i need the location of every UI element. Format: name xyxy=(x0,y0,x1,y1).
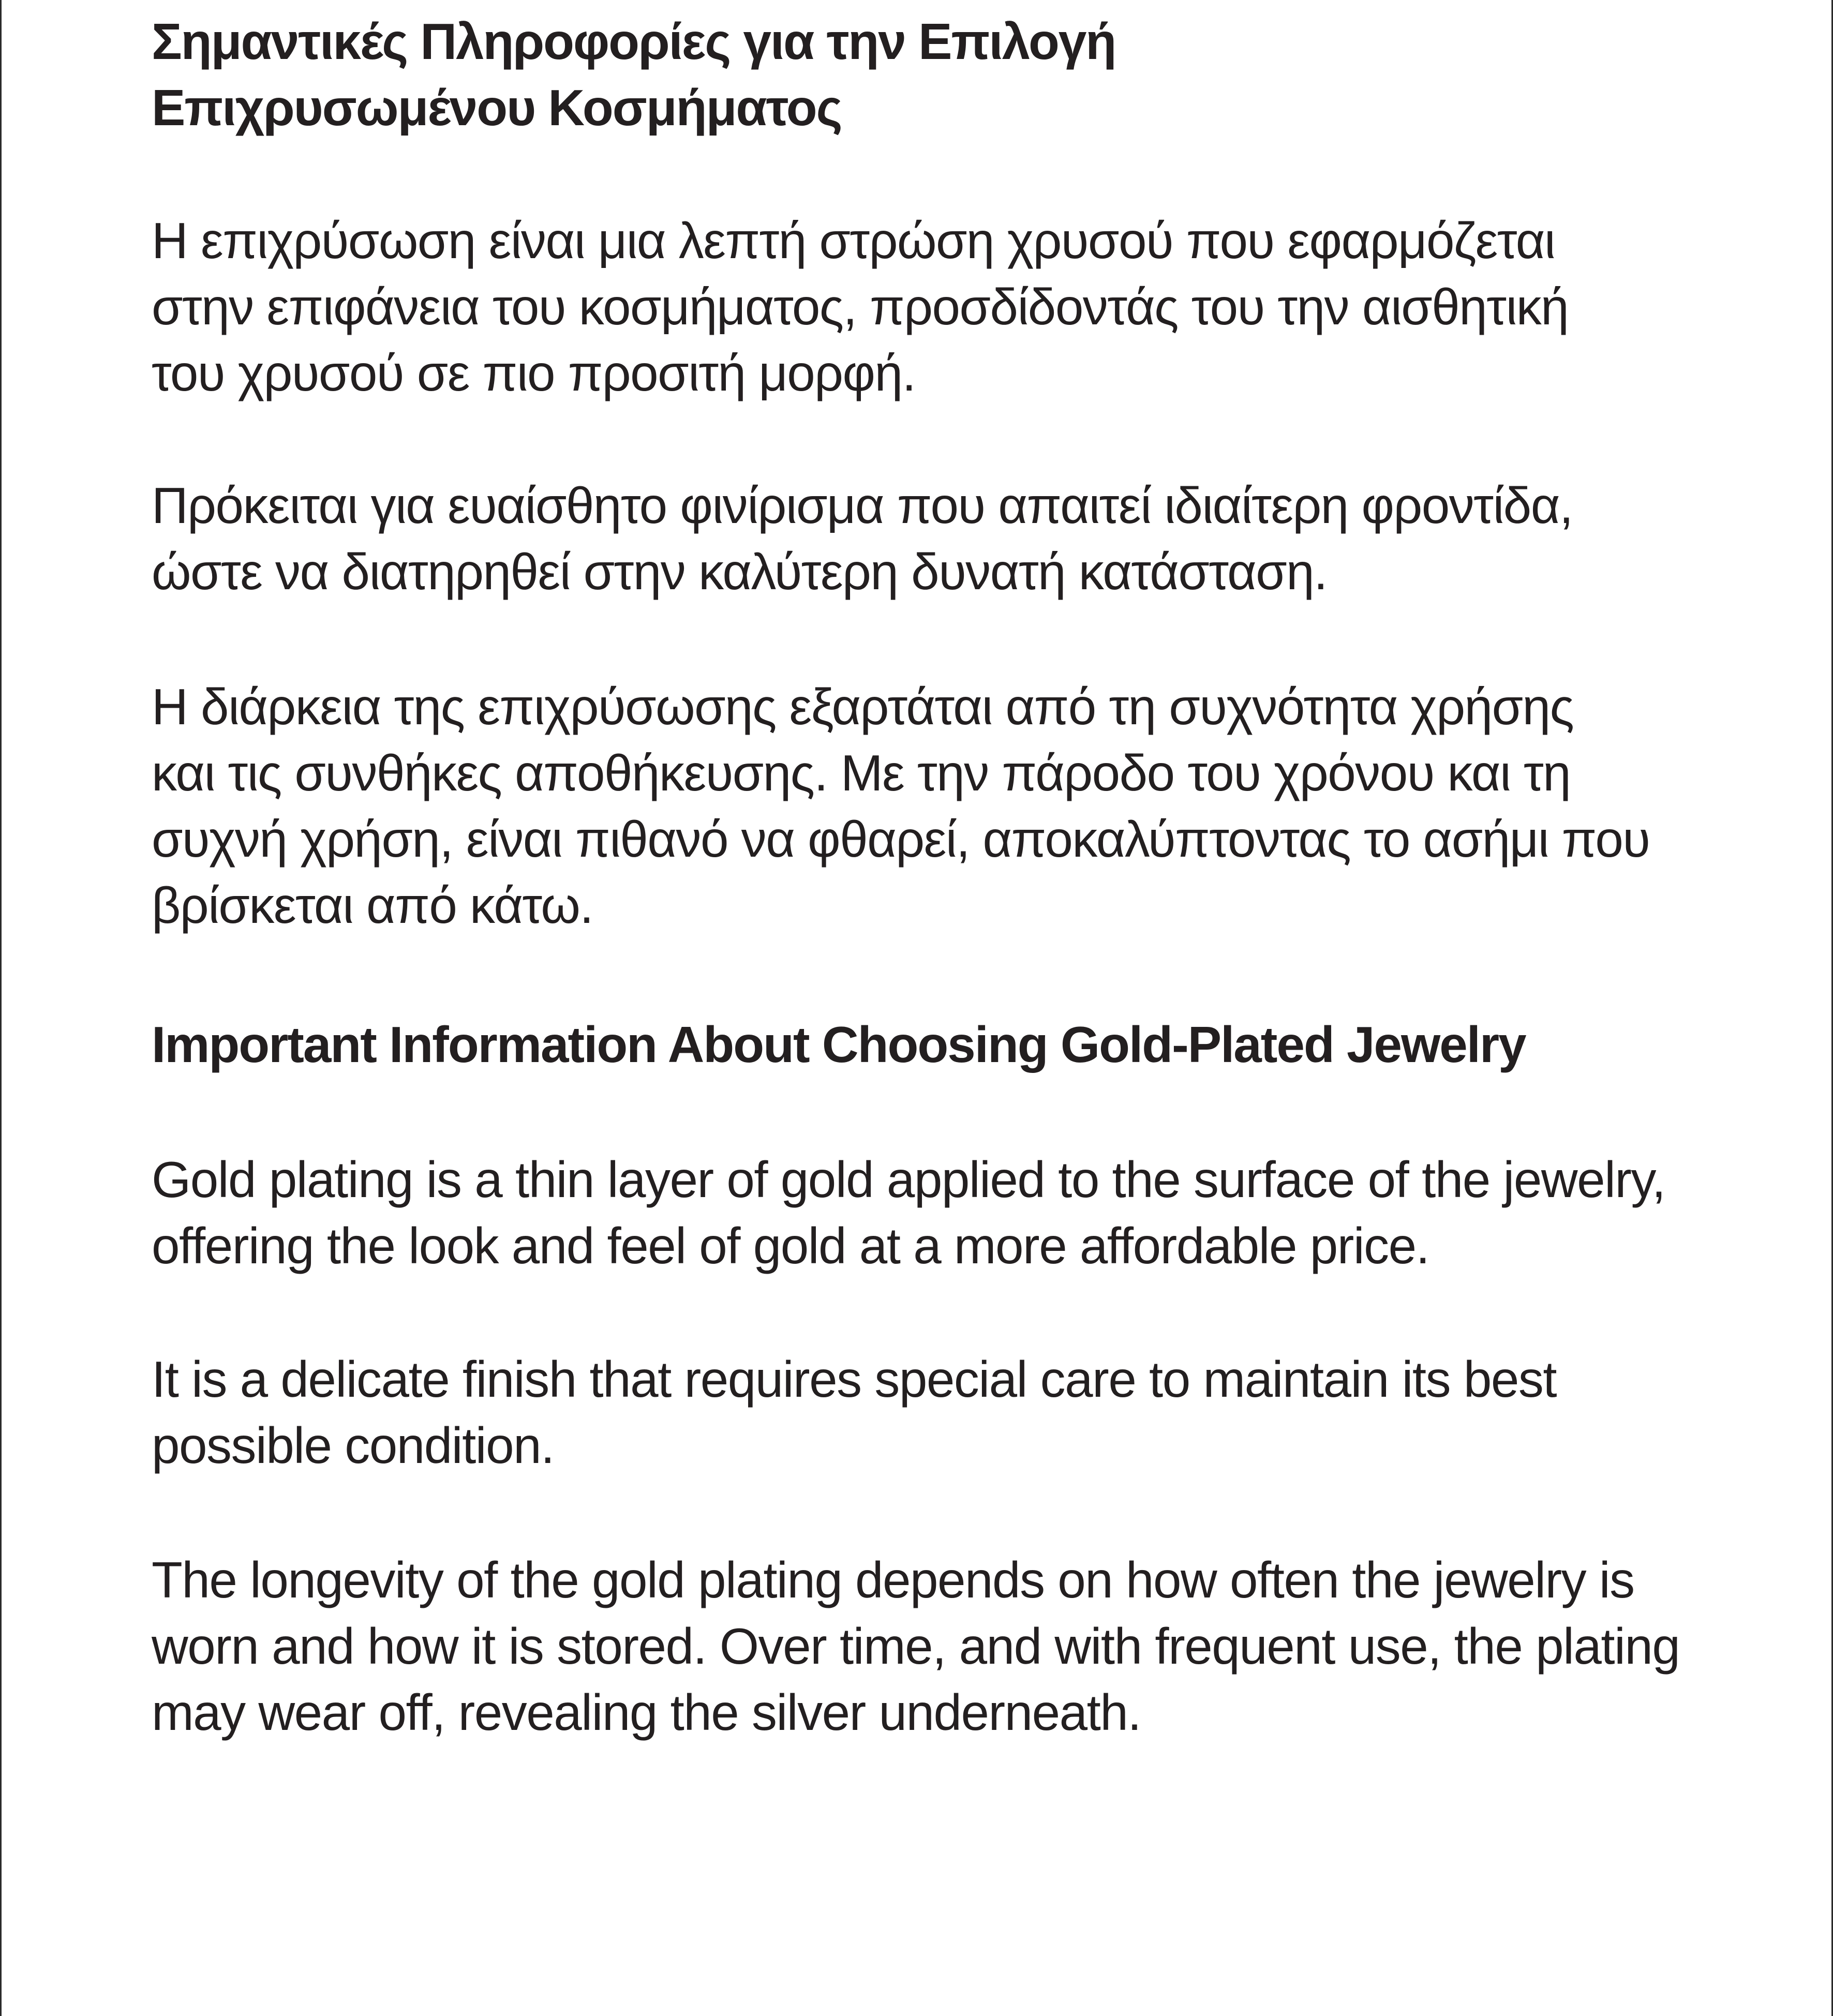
paragraph-line: The longevity of the gold plating depends on how often the jewelry is xyxy=(152,1551,1634,1608)
paragraph-line: συχνή χρήση, είναι πιθανό να φθαρεί, αποκαλύπτοντας το ασήμι που xyxy=(152,811,1650,868)
greek-paragraph-2 xyxy=(152,472,1573,605)
paragraph-line: It is a delicate finish that requires special care to maintain its best xyxy=(152,1351,1557,1408)
greek-paragraph-3 xyxy=(152,674,1650,938)
english-paragraph-2 xyxy=(152,1346,1556,1479)
heading-line: Important Information About Choosing Gold-Plated Jewelry xyxy=(152,1016,1526,1073)
heading-line: Σημαντικές Πληροφορίες για την Επιλογή xyxy=(152,13,1116,70)
paragraph-line: Πρόκειται για ευαίσθητο φινίρισμα που απαιτεί ιδιαίτερη φροντίδα, xyxy=(152,477,1573,534)
greek-heading xyxy=(152,8,1115,141)
paragraph-line: και τις συνθήκες αποθήκευσης. Με την πάροδο του χρόνου και τη xyxy=(152,744,1571,801)
heading-line: Επιχρυσωμένου Κοσμήματος xyxy=(152,79,842,136)
english-heading xyxy=(152,1011,1526,1078)
paragraph-line: possible condition. xyxy=(152,1417,554,1474)
greek-paragraph-1 xyxy=(152,207,1568,406)
english-paragraph-3 xyxy=(152,1547,1679,1745)
paragraph-line: offering the look and feel of gold at a more affordable price. xyxy=(152,1217,1429,1274)
paragraph-line: Η διάρκεια της επιχρύσωσης εξαρτάται από τη συχνότητα χρήσης xyxy=(152,678,1574,735)
paragraph-line: Η επιχρύσωση είναι μια λεπτή στρώση χρυσού που εφαρμόζεται xyxy=(152,212,1555,269)
paragraph-line: ώστε να διατηρηθεί στην καλύτερη δυνατή κατάσταση. xyxy=(152,543,1328,600)
paragraph-line: στην επιφάνεια του κοσμήματος, προσδίδοντάς του την αισθητική xyxy=(152,278,1569,335)
paragraph-line: Gold plating is a thin layer of gold applied to the surface of the jewelry, xyxy=(152,1151,1665,1208)
paragraph-line: βρίσκεται από κάτω. xyxy=(152,877,593,934)
paragraph-line: του χρυσού σε πιο προσιτή μορφή. xyxy=(152,345,916,401)
english-paragraph-1 xyxy=(152,1146,1665,1279)
paragraph-line: worn and how it is stored. Over time, and with frequent use, the plating xyxy=(152,1618,1680,1675)
paragraph-line: may wear off, revealing the silver underneath. xyxy=(152,1684,1141,1741)
